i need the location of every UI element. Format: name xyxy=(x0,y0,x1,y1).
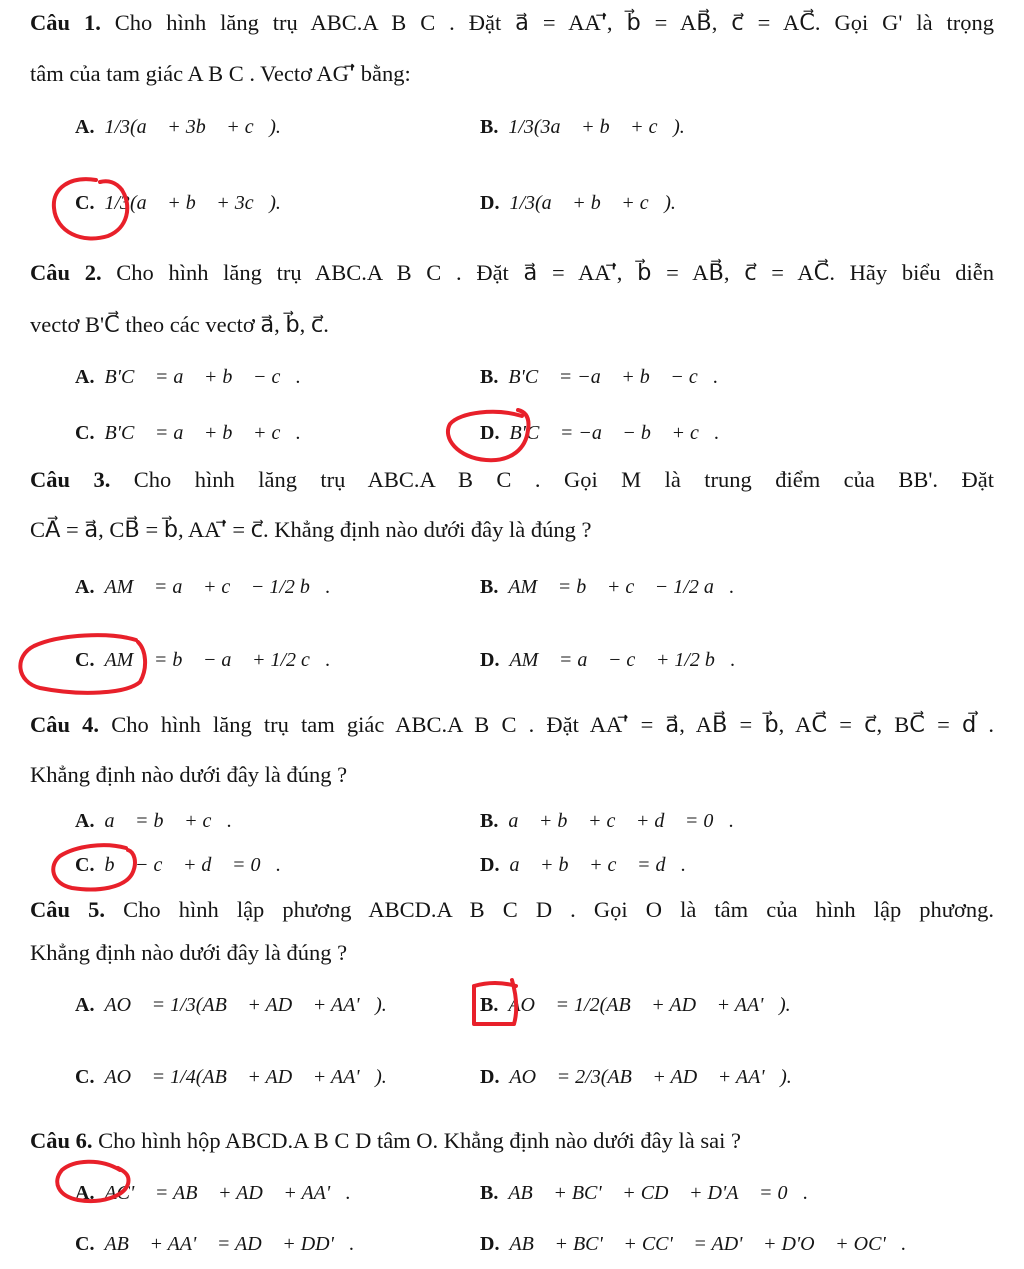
question-4-option-c[interactable] xyxy=(75,850,281,880)
option-text: AO⃗ = 2/3(AB⃗ + AD⃗ + AA'⃗). xyxy=(509,1066,792,1088)
question-5-line-1 xyxy=(30,895,994,925)
option-label: A. xyxy=(75,994,95,1016)
question-3-option-b[interactable] xyxy=(480,572,734,602)
option-text: AB⃗ + AA'⃗ = AD⃗ + DD'⃗. xyxy=(104,1233,355,1255)
question-4-option-a[interactable] xyxy=(75,806,232,836)
question-2-option-d[interactable] xyxy=(480,418,719,448)
question-3-line-2: CA⃗ = a⃗, CB⃗ = b⃗, AA'⃗ = c⃗. Khẳng định nào dưới đây là đúng ? xyxy=(30,517,592,542)
option-label: A. xyxy=(75,116,95,138)
option-text: 1/3(a⃗ + 3b⃗ + c⃗). xyxy=(104,116,281,138)
option-label: A. xyxy=(75,576,95,598)
question-text: Cho hình lăng trụ ABC.A B C . Đặt a⃗ = AA'⃗, b⃗ = AB⃗, c⃗ = AC⃗. Gọi G' là trọng xyxy=(114,10,995,35)
option-label: D. xyxy=(480,1233,500,1255)
question-6-option-c[interactable] xyxy=(75,1229,354,1259)
option-label: C. xyxy=(75,854,95,876)
question-6-line-1 xyxy=(30,1126,994,1156)
option-text: AO⃗ = 1/4(AB⃗ + AD⃗ + AA'⃗). xyxy=(104,1066,387,1088)
question-4-line-1 xyxy=(30,710,994,740)
question-4-option-d[interactable] xyxy=(480,850,686,880)
question-3-line-1 xyxy=(30,465,994,495)
option-label: C. xyxy=(75,422,95,444)
question-5-option-c[interactable] xyxy=(75,1062,387,1092)
question-4-line-2: Khẳng định nào dưới đây là đúng ? xyxy=(30,762,348,787)
question-number: Câu 6. xyxy=(30,1128,93,1153)
option-text: B'C⃗ = a⃗ + b⃗ − c⃗. xyxy=(104,366,301,388)
question-6-option-d[interactable] xyxy=(480,1229,906,1259)
question-5-option-a[interactable] xyxy=(75,990,387,1020)
question-3-option-a[interactable] xyxy=(75,572,330,602)
option-label: B. xyxy=(480,366,499,388)
option-label: A. xyxy=(75,1182,95,1204)
option-text: B'C⃗ = −a⃗ + b⃗ − c⃗. xyxy=(508,366,719,388)
option-label: A. xyxy=(75,810,95,832)
option-text: 1/3(a⃗ + b⃗ + 3c⃗). xyxy=(104,192,281,214)
option-label: D. xyxy=(480,1066,500,1088)
question-4-option-b[interactable] xyxy=(480,806,734,836)
question-3-option-c[interactable] xyxy=(75,645,330,675)
question-2-line-1 xyxy=(30,258,994,288)
question-number: Câu 1. xyxy=(30,10,101,35)
option-text: a⃗ + b⃗ + c⃗ + d⃗ = 0⃗. xyxy=(508,810,734,832)
option-label: C. xyxy=(75,192,95,214)
question-3-option-d[interactable] xyxy=(480,645,735,675)
option-text: AM⃗ = b⃗ − a⃗ + 1/2 c⃗. xyxy=(104,649,331,671)
option-label: C. xyxy=(75,1066,95,1088)
option-label: B. xyxy=(480,116,499,138)
question-2-line-2: vectơ B'C⃗ theo các vectơ a⃗, b⃗, c⃗. xyxy=(30,312,329,337)
option-label: B. xyxy=(480,994,499,1016)
question-text: Cho hình lăng trụ ABC.A B C . Đặt a⃗ = AA'⃗, b⃗ = AB⃗, c⃗ = AC⃗. Hãy biểu diễn xyxy=(116,260,995,285)
option-text: B'C⃗ = −a⃗ − b⃗ + c⃗. xyxy=(509,422,720,444)
option-text: a⃗ = b⃗ + c⃗. xyxy=(104,810,232,832)
option-label: D. xyxy=(480,649,500,671)
option-text: b⃗ − c⃗ + d⃗ = 0⃗. xyxy=(104,854,282,876)
question-text: Cho hình lăng trụ ABC.A B C . Gọi M là trung điểm của BB'. Đặt xyxy=(133,467,994,492)
option-text: a⃗ + b⃗ + c⃗ = d⃗. xyxy=(509,854,687,876)
option-label: B. xyxy=(480,1182,499,1204)
option-label: A. xyxy=(75,366,95,388)
question-number: Câu 4. xyxy=(30,712,100,737)
question-5-option-d[interactable] xyxy=(480,1062,792,1092)
option-text: AB⃗ + BC'⃗ + CC'⃗ = AD'⃗ + D'O⃗ + OC'⃗. xyxy=(509,1233,907,1255)
question-text: Cho hình lập phương ABCD.A B C D . Gọi O là tâm của hình lập phương. xyxy=(123,897,995,922)
question-5-option-b[interactable] xyxy=(480,990,791,1020)
question-1-line-1 xyxy=(30,8,994,38)
question-1-option-c[interactable] xyxy=(75,188,281,218)
question-1-option-b[interactable] xyxy=(480,112,685,142)
question-6-option-a[interactable] xyxy=(75,1178,351,1208)
option-label: D. xyxy=(480,854,500,876)
option-text: 1/3(3a⃗ + b⃗ + c⃗). xyxy=(508,116,685,138)
question-2-option-c[interactable] xyxy=(75,418,301,448)
question-number: Câu 5. xyxy=(30,897,105,922)
option-label: B. xyxy=(480,810,499,832)
option-text: AO⃗ = 1/3(AB⃗ + AD⃗ + AA'⃗). xyxy=(104,994,387,1016)
question-number: Câu 2. xyxy=(30,260,102,285)
option-text: AC'⃗ = AB⃗ + AD⃗ + AA'⃗. xyxy=(104,1182,351,1204)
option-text: AM⃗ = a⃗ − c⃗ + 1/2 b⃗. xyxy=(509,649,736,671)
option-label: D. xyxy=(480,192,500,214)
question-text: Cho hình hộp ABCD.A B C D tâm O. Khẳng định nào dưới đây là sai ? xyxy=(98,1128,741,1153)
option-label: C. xyxy=(75,1233,95,1255)
option-text: 1/3(a⃗ + b⃗ + c⃗). xyxy=(509,192,676,214)
option-label: B. xyxy=(480,576,499,598)
option-label: D. xyxy=(480,422,500,444)
option-text: B'C⃗ = a⃗ + b⃗ + c⃗. xyxy=(104,422,301,444)
option-text: AB⃗ + BC'⃗ + CD⃗ + D'A⃗ = 0⃗. xyxy=(508,1182,809,1204)
question-2-option-a[interactable] xyxy=(75,362,301,392)
question-5-line-2: Khẳng định nào dưới đây là đúng ? xyxy=(30,940,348,965)
option-text: AO⃗ = 1/2(AB⃗ + AD⃗ + AA'⃗). xyxy=(508,994,791,1016)
question-1-option-a[interactable] xyxy=(75,112,281,142)
question-1-option-d[interactable] xyxy=(480,188,676,218)
question-2-option-b[interactable] xyxy=(480,362,718,392)
question-6-option-b[interactable] xyxy=(480,1178,808,1208)
question-1-line-2: tâm của tam giác A B C . Vectơ AG'⃗ bằng: xyxy=(30,61,411,86)
option-text: AM⃗ = b⃗ + c⃗ − 1/2 a⃗. xyxy=(508,576,735,598)
question-number: Câu 3. xyxy=(30,467,111,492)
option-text: AM⃗ = a⃗ + c⃗ − 1/2 b⃗. xyxy=(104,576,331,598)
option-label: C. xyxy=(75,649,95,671)
question-text: Cho hình lăng trụ tam giác ABC.A B C . Đặt AA'⃗ = a⃗, AB⃗ = b⃗, AC⃗ = c⃗, BC⃗ = d⃗ . xyxy=(111,712,994,737)
